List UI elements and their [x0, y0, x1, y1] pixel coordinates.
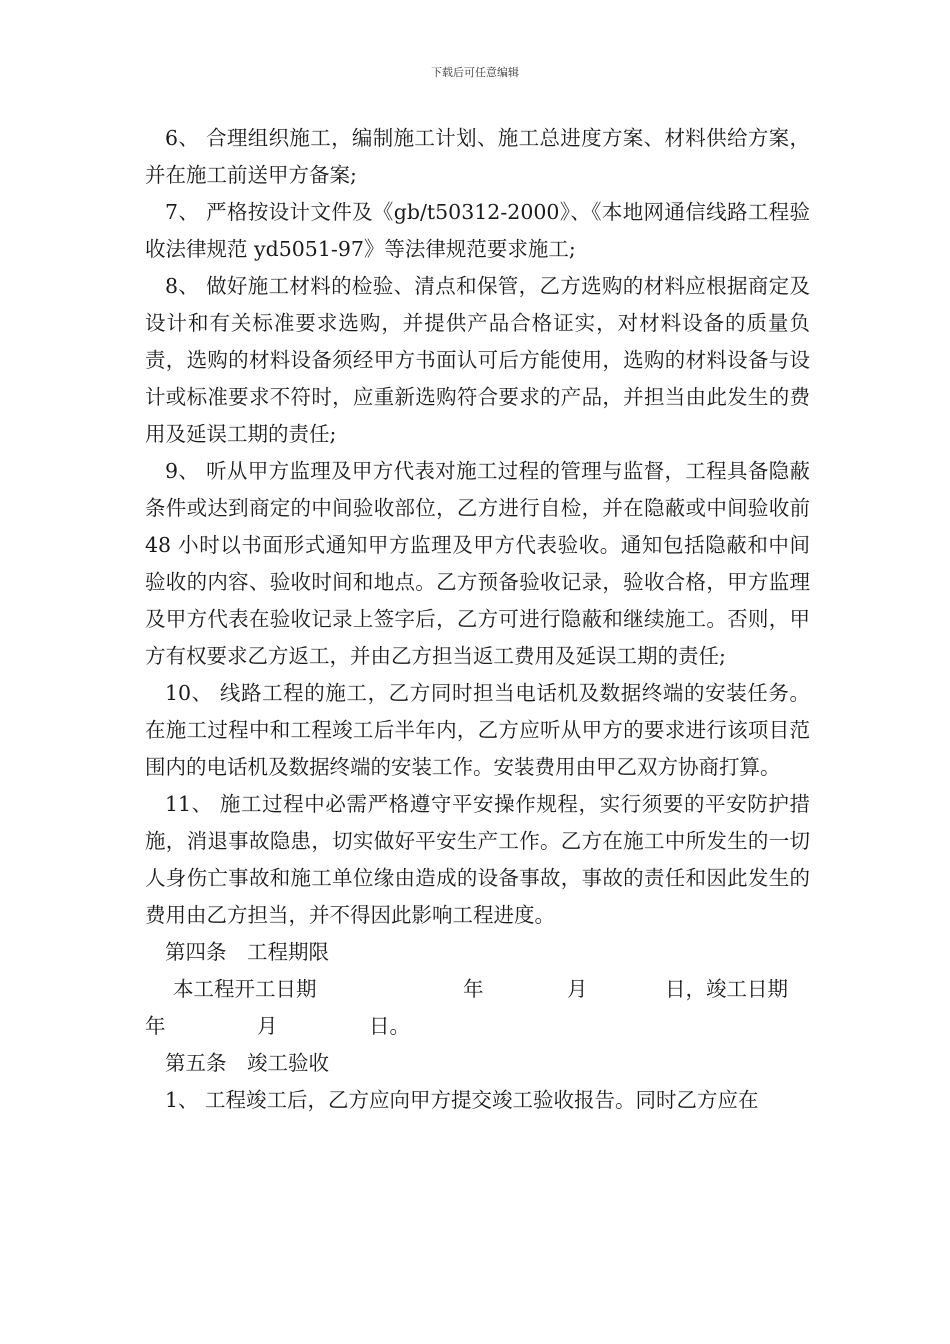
end-day-unit: 日。: [369, 1014, 410, 1038]
clause-10: 10、 线路工程的施工，乙方同时担当电话机及数据终端的安装任务。在施工过程中和工程竣工后半年内，乙方应听从甲方的要求进行该项目范围内的电话机及数据终端的安装工作。安装费用由甲乙双方协商打算。: [145, 681, 810, 779]
clause-6: 6、 合理组织施工，编制施工计划、施工总进度方案、材料供给方案，并在施工前送甲方备案;: [145, 126, 810, 187]
clause-9: 9、 听从甲方监理及甲方代表对施工过程的管理与监督，工程具备隐蔽条件或达到商定的中间验收部位，乙方进行自检，并在隐蔽或中间验收前 48 小时以书面形式通知甲方监理及甲方代表验收。通知包括隐蔽和中间验收的内容、验收时间和地点。乙方预备验收记录，验收合格，甲方监理及甲方代表在验收记录上签字后，乙方可进行隐蔽和继续施工。否则，甲方有权要求乙方返工，并由乙方担当返工费用及延误工期的责任;: [145, 459, 810, 668]
clause-8: 8、 做好施工材料的检验、清点和保管，乙方选购的材料应根据商定及设计和有关标准要求选购，并提供产品合格证实，对材料设备的质量负责，选购的材料设备须经甲方书面认可后方能使用，选购的材料设备与设计或标准要求不符时，应重新选购符合要求的产品，并担当由此发生的费用及延误工期的责任;: [145, 274, 810, 446]
article-5-heading: 第五条 竣工验收: [165, 1051, 329, 1075]
start-year-unit: 年: [463, 977, 484, 1001]
article-4-heading: 第四条 工程期限: [165, 940, 329, 964]
start-day-unit: 日，竣工日期: [665, 977, 788, 1001]
end-date-line: [145, 1008, 810, 1045]
end-year-unit: 年: [145, 1014, 166, 1038]
start-date-line: [145, 971, 810, 1008]
clause-1-acceptance: 1、 工程竣工后，乙方应向甲方提交竣工验收报告。同时乙方应在: [165, 1088, 759, 1112]
document-body: [145, 120, 810, 1119]
end-month-unit: 月: [257, 1014, 278, 1038]
start-month-unit: 月: [567, 977, 588, 1001]
clause-11: 11、 施工过程中必需严格遵守平安操作规程，实行须要的平安防护措施，消退事故隐患，切实做好平安生产工作。乙方在施工中所发生的一切人身伤亡事故和施工单位缘由造成的设备事故，事故的责任和因此发生的费用由乙方担当，并不得因此影响工程进度。: [145, 792, 810, 927]
page-header: 下载后可任意编辑: [431, 66, 519, 79]
clause-7: 7、 严格按设计文件及《gb/t50312-2000》、《本地网通信线路工程验收法律规范 yd5051-97》等法律规范要求施工;: [145, 200, 810, 261]
start-date-label: 本工程开工日期: [173, 977, 317, 1001]
